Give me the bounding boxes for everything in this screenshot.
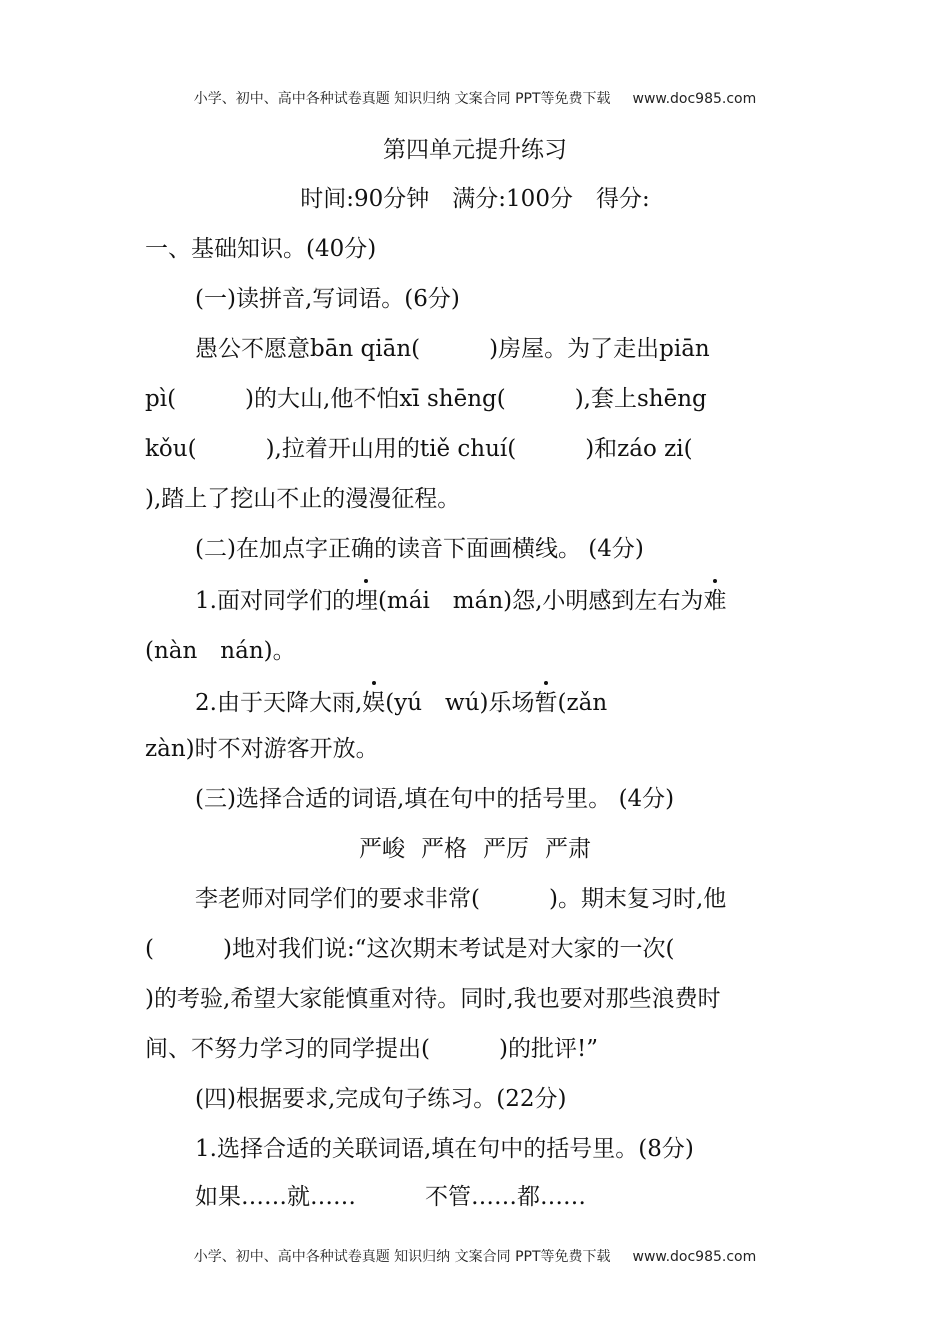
part1-line-3: kǒu( ),拉着开山用的tiě chuí( )和záo zi( <box>145 436 693 462</box>
part3-line-4: 间、不努力学习的同学提出( )的批评!” <box>145 1036 598 1062</box>
dotted-char-mai: 埋 <box>354 588 378 614</box>
page-footer <box>0 1246 950 1266</box>
part3-line-1: 李老师对同学们的要求非常( )。期末复习时,他 <box>195 886 727 912</box>
section-basic-knowledge: 一、基础知识。(40分) <box>145 236 377 262</box>
exam-meta: 时间:90分钟 满分:100分 得分: <box>300 186 650 212</box>
part3-line-3: )的考验,希望大家能慎重对待。同时,我也要对那些浪费时 <box>145 986 721 1012</box>
q1-text-a: 1.面对同学们的 <box>195 588 355 614</box>
dotted-char-nan: 难 <box>703 588 727 614</box>
part4-question-1: 1.选择合适的关联词语,填在句中的括号里。(8分) <box>195 1136 694 1162</box>
word-option: 严峻 <box>359 836 405 862</box>
q2-text-e: (zǎn <box>557 690 608 716</box>
part2-question-2 <box>195 688 607 718</box>
conjunction-pair-1: 如果……就…… <box>195 1184 356 1210</box>
footer-text: 小学、初中、高中各种试卷真题 知识归纳 文案合同 PPT等免费下载 <box>193 1249 611 1265</box>
header-text: 小学、初中、高中各种试卷真题 知识归纳 文案合同 PPT等免费下载 <box>193 91 611 107</box>
conjunction-pair-2: 不管……都…… <box>425 1184 586 1210</box>
part1-line-4: ),踏上了挖山不止的漫漫征程。 <box>145 486 461 512</box>
word-option: 严肃 <box>545 836 591 862</box>
dotted-char-yu: 娱 <box>362 690 386 716</box>
dotted-char-zan: 暂 <box>534 690 558 716</box>
part3-line-2: ( )地对我们说:“这次期末考试是对大家的一次( <box>145 936 675 962</box>
part2-question-2-cont: zàn)时不对游客开放。 <box>145 736 379 762</box>
part3-heading: (三)选择合适的词语,填在句中的括号里。 (4分) <box>195 786 675 812</box>
page-header <box>0 88 950 108</box>
footer-site: www.doc985.com <box>632 1249 757 1265</box>
part2-question-1-cont: (nàn nán)。 <box>145 638 296 664</box>
part1-line-1: 愚公不愿意bān qiān( )房屋。为了走出piān <box>195 336 710 362</box>
word-options <box>0 834 950 864</box>
document-title: 第四单元提升练习 <box>383 137 567 163</box>
q2-text-c: (yú wú)乐场 <box>385 690 535 716</box>
q1-text-c: (mái mán)怨,小明感到左右为 <box>377 588 704 614</box>
word-option: 严格 <box>421 836 467 862</box>
part1-line-2: pì( )的大山,他不怕xī shēng( ),套上shēng <box>145 386 707 412</box>
part1-heading: (一)读拼音,写词语。(6分) <box>195 286 460 312</box>
q2-text-a: 2.由于天降大雨, <box>195 690 363 716</box>
header-site: www.doc985.com <box>632 91 757 107</box>
word-option: 严厉 <box>483 836 529 862</box>
part2-question-1 <box>195 586 726 616</box>
part4-heading: (四)根据要求,完成句子练习。(22分) <box>195 1086 567 1112</box>
part2-heading: (二)在加点字正确的读音下面画横线。 (4分) <box>195 536 644 562</box>
